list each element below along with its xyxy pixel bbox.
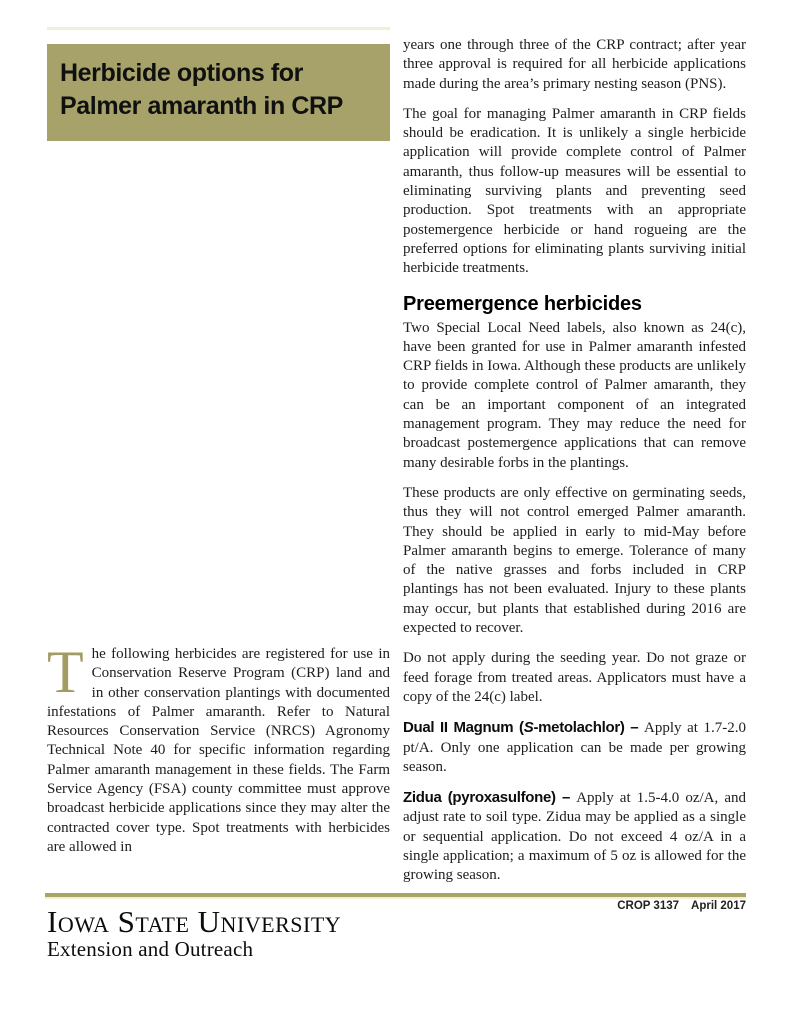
publication-number: CROP 3137 [617,899,680,912]
page-title-line-2: Palmer amaranth in CRP [60,92,343,120]
publication-credit [403,900,746,912]
isu-wordmark [47,905,341,961]
isu-wordmark-name: Iowa State University [47,904,342,939]
title-accent-rule [47,27,390,30]
product-zidua [403,788,746,885]
left-column [47,639,390,857]
right-column [403,36,746,912]
footer-rule [45,893,746,899]
paragraph-management-goal: The goal for managing Palmer amaranth in CRP fields should be eradication. It is unlikely a single herbicide application will provide complete control of Palmer amaranth, thus follow-up measures will be essential to eliminating surviving plants and preventing seed production. Spot treatments with an appropriate postemergence herbicide or hand rogueing are the preferred options for eliminating plants surviving initial herbicide treatments. [403,105,746,277]
isu-wordmark-unit: Extension and Outreach [47,937,254,961]
paragraph-crp-contract: years one through three of the CRP contract; after year three approval is required for all herbicide applications made during the area’s primary nesting season (PNS). [403,37,746,92]
intro-paragraph [47,639,390,857]
product-zidua-text: Apply at 1.5-4.0 oz/A, and adjust rate to soil type. Zidua may be applied as a single or sequential application. Do not exceed 4 oz/A in a single application; a maximum of 5 oz is allowed for the growing season. [403,790,746,884]
product-zidua-name: Zidua (pyroxasulfone) – [403,789,577,807]
title-box [47,44,390,141]
product-dual-name-post: -metolachlor) – [533,719,644,737]
publication-date: April 2017 [691,899,746,912]
product-dual-name-italic: S [523,719,534,737]
product-dual-name [403,719,644,736]
product-dual-ii-magnum [403,718,746,777]
page-title-line-1: Herbicide options for [60,59,304,87]
drop-cap: T [47,639,84,705]
product-dual-text: Apply at 1.7-2.0 pt/A. Only one application can be made per growing season. [403,720,746,775]
section-heading-preemergence: Preemergence herbicides [403,292,642,315]
paragraph-germinating-seeds: These products are only effective on germinating seeds, thus they will not control emerged Palmer amaranth. They should be applied in early to mid-May before Palmer amaranth begins to emerge. Tolerance of many of the native grasses and forbs included in CRP plantings has not been evaluated. Injury to these plants may occur, but plants that established during 2016 are expected to recover. [403,484,746,637]
paragraph-24c-labels: Two Special Local Need labels, also known as 24(c), have been granted for use in Palmer amaranth infested CRP fields in Iowa. Although these products are unlikely to provide complete control of Palmer amaranth, they can be an important component of an integrated management program. They may reduce the need for broadcast postemergence applications that can remove many desirable forbs in the plantings. [403,319,746,471]
product-dual-name-pre: Dual II Magnum ( [403,719,524,737]
intro-paragraph-text: he following herbicides are registered for use in Conservation Reserve Program (CRP) land and in other conservation plantings with documented infestations of Palmer amaranth. Refer to Natural Resources Conservation Service (NRCS) Agronomy Technical Note 40 for specific information regarding Palmer amaranth management in these fields. The Farm Service Agency (FSA) county committee must approve broadcast herbicide applications since they may alter the contracted cover type. Spot treatments with herbicides are allowed in [47,646,390,855]
paragraph-seeding-year: Do not apply during the seeding year. Do not graze or feed forage from treated areas. Applicators must have a copy of the 24(c) label. [403,650,746,705]
